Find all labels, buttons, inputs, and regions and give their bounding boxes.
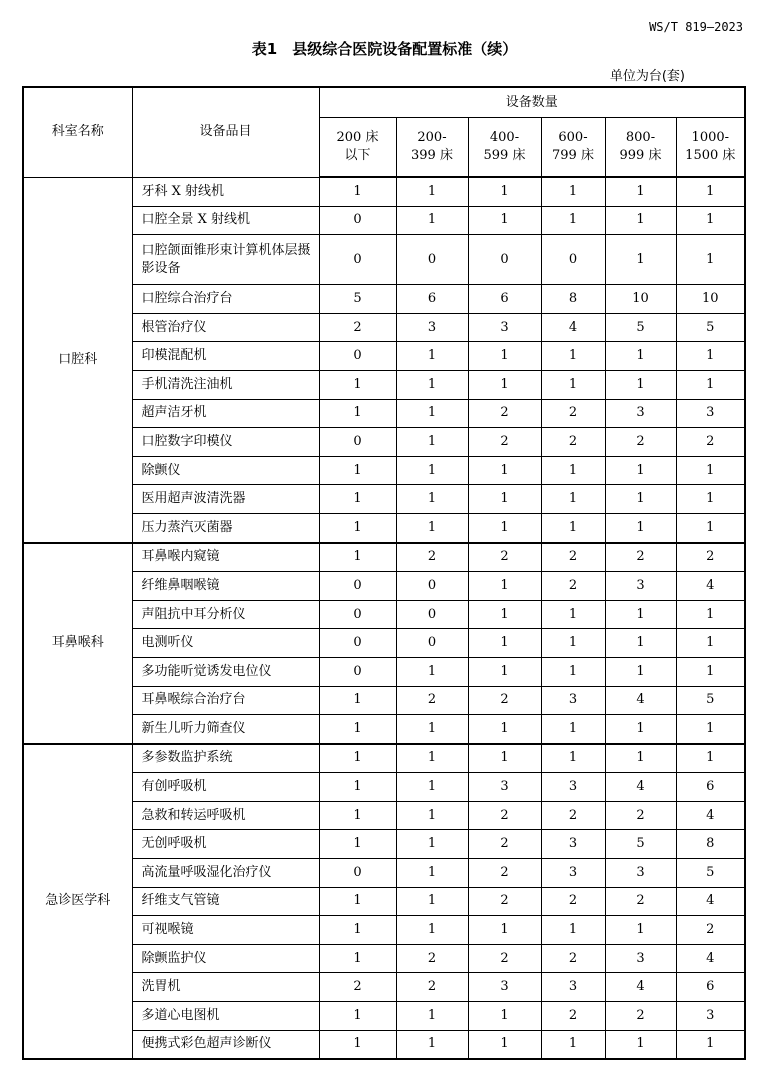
quantity-cell: 1 bbox=[468, 600, 541, 629]
quantity-cell: 0 bbox=[319, 600, 396, 629]
quantity-cell: 1 bbox=[541, 600, 605, 629]
equipment-item: 压力蒸汽灭菌器 bbox=[132, 513, 319, 542]
equipment-item: 印模混配机 bbox=[132, 342, 319, 371]
table-row bbox=[23, 206, 745, 235]
table-title: 表1 县级综合医院设备配置标准（续） bbox=[251, 40, 518, 58]
quantity-cell: 1 bbox=[319, 1030, 396, 1059]
table-row bbox=[23, 944, 745, 973]
quantity-cell: 10 bbox=[605, 285, 676, 314]
quantity-cell: 1 bbox=[468, 1002, 541, 1031]
quantity-cell: 1 bbox=[319, 830, 396, 859]
equipment-item: 电测听仪 bbox=[132, 629, 319, 658]
quantity-cell: 3 bbox=[541, 686, 605, 715]
quantity-cell: 1 bbox=[396, 887, 468, 916]
quantity-cell: 0 bbox=[541, 235, 605, 285]
quantity-cell: 1 bbox=[605, 370, 676, 399]
equipment-item: 多参数监护系统 bbox=[132, 744, 319, 773]
quantity-cell: 1 bbox=[605, 629, 676, 658]
quantity-cell: 3 bbox=[541, 859, 605, 888]
quantity-cell: 0 bbox=[319, 572, 396, 601]
quantity-cell: 2 bbox=[319, 313, 396, 342]
quantity-cell: 2 bbox=[468, 428, 541, 457]
dept-group bbox=[23, 744, 745, 1060]
table-row bbox=[23, 686, 745, 715]
equipment-item: 超声洁牙机 bbox=[132, 399, 319, 428]
table-row bbox=[23, 572, 745, 601]
quantity-cell: 1 bbox=[319, 399, 396, 428]
table-row bbox=[23, 456, 745, 485]
quantity-cell: 1 bbox=[468, 177, 541, 206]
equipment-item: 纤维鼻咽喉镜 bbox=[132, 572, 319, 601]
quantity-cell: 1 bbox=[605, 513, 676, 542]
table-row bbox=[23, 916, 745, 945]
table-row bbox=[23, 859, 745, 888]
quantity-cell: 2 bbox=[468, 686, 541, 715]
quantity-cell: 2 bbox=[541, 543, 605, 572]
quantity-cell: 2 bbox=[468, 801, 541, 830]
quantity-cell: 2 bbox=[468, 859, 541, 888]
quantity-cell: 2 bbox=[468, 887, 541, 916]
quantity-cell: 1 bbox=[676, 513, 745, 542]
quantity-cell: 0 bbox=[319, 206, 396, 235]
quantity-cell: 5 bbox=[676, 313, 745, 342]
equipment-item: 急救和转运呼吸机 bbox=[132, 801, 319, 830]
quantity-cell: 4 bbox=[605, 773, 676, 802]
quantity-cell: 1 bbox=[319, 456, 396, 485]
quantity-cell: 2 bbox=[468, 830, 541, 859]
quantity-cell: 1 bbox=[319, 801, 396, 830]
quantity-cell: 3 bbox=[676, 1002, 745, 1031]
table-row bbox=[23, 1002, 745, 1031]
equipment-item: 洗胃机 bbox=[132, 973, 319, 1002]
quantity-cell: 3 bbox=[605, 572, 676, 601]
bed-header: 1000- 1500 床 bbox=[676, 118, 745, 178]
quantity-cell: 1 bbox=[468, 1030, 541, 1059]
quantity-cell: 1 bbox=[468, 744, 541, 773]
quantity-cell: 1 bbox=[605, 715, 676, 744]
quantity-cell: 2 bbox=[676, 428, 745, 457]
quantity-cell: 2 bbox=[541, 572, 605, 601]
quantity-cell: 1 bbox=[676, 600, 745, 629]
equipment-item: 根管治疗仪 bbox=[132, 313, 319, 342]
table-row bbox=[23, 773, 745, 802]
quantity-cell: 3 bbox=[605, 399, 676, 428]
quantity-cell: 1 bbox=[319, 686, 396, 715]
quantity-cell: 1 bbox=[319, 485, 396, 514]
quantity-cell: 1 bbox=[676, 629, 745, 658]
quantity-cell: 1 bbox=[541, 715, 605, 744]
quantity-cell: 4 bbox=[676, 572, 745, 601]
quantity-cell: 1 bbox=[541, 370, 605, 399]
quantity-cell: 2 bbox=[468, 543, 541, 572]
table-row bbox=[23, 543, 745, 572]
dept-group bbox=[23, 177, 745, 543]
quantity-cell: 2 bbox=[676, 543, 745, 572]
equipment-item: 多功能听觉诱发电位仪 bbox=[132, 657, 319, 686]
table-row bbox=[23, 973, 745, 1002]
quantity-cell: 1 bbox=[605, 342, 676, 371]
quantity-cell: 1 bbox=[319, 887, 396, 916]
quantity-cell: 1 bbox=[541, 513, 605, 542]
table-row bbox=[23, 1030, 745, 1059]
quantity-cell: 1 bbox=[541, 1030, 605, 1059]
equipment-item: 耳鼻喉综合治疗台 bbox=[132, 686, 319, 715]
quantity-cell: 2 bbox=[541, 428, 605, 457]
equipment-item: 便携式彩色超声诊断仪 bbox=[132, 1030, 319, 1059]
quantity-cell: 8 bbox=[676, 830, 745, 859]
quantity-cell: 1 bbox=[541, 744, 605, 773]
quantity-cell: 1 bbox=[605, 600, 676, 629]
quantity-cell: 1 bbox=[319, 370, 396, 399]
quantity-cell: 0 bbox=[319, 428, 396, 457]
quantity-cell: 1 bbox=[319, 715, 396, 744]
table-row bbox=[23, 513, 745, 542]
quantity-cell: 2 bbox=[605, 801, 676, 830]
quantity-cell: 1 bbox=[468, 370, 541, 399]
quantity-cell: 5 bbox=[605, 313, 676, 342]
quantity-cell: 6 bbox=[396, 285, 468, 314]
equipment-item: 多道心电图机 bbox=[132, 1002, 319, 1031]
bed-header: 600- 799 床 bbox=[541, 118, 605, 178]
dept-name: 口腔科 bbox=[23, 177, 132, 543]
quantity-cell: 2 bbox=[605, 1002, 676, 1031]
quantity-cell: 1 bbox=[605, 744, 676, 773]
table-row bbox=[23, 342, 745, 371]
quantity-cell: 2 bbox=[396, 973, 468, 1002]
equipment-item: 口腔综合治疗台 bbox=[132, 285, 319, 314]
quantity-cell: 1 bbox=[541, 485, 605, 514]
dept-name: 耳鼻喉科 bbox=[23, 543, 132, 744]
quantity-cell: 1 bbox=[396, 485, 468, 514]
quantity-cell: 4 bbox=[676, 887, 745, 916]
quantity-cell: 1 bbox=[319, 916, 396, 945]
quantity-cell: 0 bbox=[319, 235, 396, 285]
quantity-cell: 1 bbox=[605, 916, 676, 945]
quantity-cell: 3 bbox=[468, 313, 541, 342]
quantity-cell: 8 bbox=[541, 285, 605, 314]
quantity-cell: 2 bbox=[396, 944, 468, 973]
quantity-cell: 1 bbox=[605, 1030, 676, 1059]
quantity-cell: 5 bbox=[676, 686, 745, 715]
equipment-item: 高流量呼吸湿化治疗仪 bbox=[132, 859, 319, 888]
quantity-cell: 1 bbox=[396, 342, 468, 371]
quantity-cell: 2 bbox=[605, 887, 676, 916]
quantity-cell: 1 bbox=[468, 485, 541, 514]
quantity-cell: 3 bbox=[541, 973, 605, 1002]
table-row bbox=[23, 801, 745, 830]
quantity-cell: 2 bbox=[541, 399, 605, 428]
quantity-cell: 1 bbox=[605, 177, 676, 206]
item-header: 设备品目 bbox=[132, 87, 319, 177]
bed-header: 200 床 以下 bbox=[319, 118, 396, 178]
quantity-cell: 1 bbox=[319, 1002, 396, 1031]
equipment-item: 可视喉镜 bbox=[132, 916, 319, 945]
quantity-header: 设备数量 bbox=[319, 87, 745, 118]
table-row bbox=[23, 629, 745, 658]
quantity-cell: 1 bbox=[319, 513, 396, 542]
quantity-cell: 1 bbox=[396, 715, 468, 744]
equipment-item: 口腔颌面锥形束计算机体层摄影设备 bbox=[132, 235, 319, 285]
table-row bbox=[23, 370, 745, 399]
equipment-item: 声阻抗中耳分析仪 bbox=[132, 600, 319, 629]
equipment-item: 牙科 X 射线机 bbox=[132, 177, 319, 206]
quantity-cell: 2 bbox=[676, 916, 745, 945]
quantity-cell: 4 bbox=[605, 973, 676, 1002]
quantity-cell: 0 bbox=[319, 657, 396, 686]
quantity-cell: 3 bbox=[676, 399, 745, 428]
quantity-cell: 1 bbox=[468, 342, 541, 371]
quantity-cell: 1 bbox=[676, 456, 745, 485]
dept-name: 急诊医学科 bbox=[23, 744, 132, 1060]
table-row bbox=[23, 313, 745, 342]
quantity-cell: 1 bbox=[541, 177, 605, 206]
equipment-item: 除颤监护仪 bbox=[132, 944, 319, 973]
quantity-cell: 1 bbox=[396, 859, 468, 888]
quantity-cell: 1 bbox=[541, 342, 605, 371]
quantity-cell: 1 bbox=[396, 744, 468, 773]
quantity-cell: 1 bbox=[468, 572, 541, 601]
table-row bbox=[23, 235, 745, 285]
quantity-cell: 1 bbox=[676, 1030, 745, 1059]
table-row bbox=[23, 830, 745, 859]
quantity-cell: 1 bbox=[676, 657, 745, 686]
quantity-cell: 1 bbox=[605, 657, 676, 686]
table-row bbox=[23, 428, 745, 457]
quantity-cell: 4 bbox=[676, 801, 745, 830]
quantity-cell: 1 bbox=[396, 1030, 468, 1059]
quantity-cell: 1 bbox=[605, 235, 676, 285]
quantity-cell: 2 bbox=[396, 543, 468, 572]
quantity-cell: 3 bbox=[541, 773, 605, 802]
quantity-cell: 1 bbox=[396, 657, 468, 686]
equipment-item: 有创呼吸机 bbox=[132, 773, 319, 802]
quantity-cell: 5 bbox=[319, 285, 396, 314]
quantity-cell: 1 bbox=[676, 370, 745, 399]
quantity-cell: 1 bbox=[319, 944, 396, 973]
quantity-cell: 1 bbox=[676, 715, 745, 744]
quantity-cell: 2 bbox=[605, 428, 676, 457]
bed-header: 400- 599 床 bbox=[468, 118, 541, 178]
quantity-cell: 1 bbox=[468, 456, 541, 485]
quantity-cell: 5 bbox=[605, 830, 676, 859]
quantity-cell: 1 bbox=[541, 916, 605, 945]
equipment-item: 无创呼吸机 bbox=[132, 830, 319, 859]
quantity-cell: 5 bbox=[676, 859, 745, 888]
quantity-cell: 6 bbox=[676, 773, 745, 802]
quantity-cell: 2 bbox=[468, 944, 541, 973]
quantity-cell: 1 bbox=[541, 206, 605, 235]
quantity-cell: 1 bbox=[676, 177, 745, 206]
equipment-item: 手机清洗注油机 bbox=[132, 370, 319, 399]
quantity-cell: 1 bbox=[396, 206, 468, 235]
table-row bbox=[23, 715, 745, 744]
quantity-cell: 1 bbox=[468, 657, 541, 686]
equipment-table bbox=[22, 86, 746, 1060]
quantity-cell: 1 bbox=[396, 513, 468, 542]
quantity-cell: 0 bbox=[319, 629, 396, 658]
quantity-cell: 2 bbox=[468, 399, 541, 428]
equipment-item: 医用超声波清洗器 bbox=[132, 485, 319, 514]
quantity-cell: 1 bbox=[605, 206, 676, 235]
quantity-cell: 1 bbox=[605, 485, 676, 514]
quantity-cell: 1 bbox=[676, 744, 745, 773]
quantity-cell: 1 bbox=[396, 399, 468, 428]
quantity-cell: 1 bbox=[468, 513, 541, 542]
quantity-cell: 1 bbox=[676, 206, 745, 235]
quantity-cell: 1 bbox=[396, 456, 468, 485]
equipment-item: 新生儿听力筛查仪 bbox=[132, 715, 319, 744]
quantity-cell: 1 bbox=[396, 830, 468, 859]
quantity-cell: 1 bbox=[396, 370, 468, 399]
quantity-cell: 1 bbox=[319, 744, 396, 773]
equipment-item: 口腔全景 X 射线机 bbox=[132, 206, 319, 235]
quantity-cell: 2 bbox=[605, 543, 676, 572]
table-row bbox=[23, 887, 745, 916]
quantity-cell: 0 bbox=[319, 342, 396, 371]
quantity-cell: 2 bbox=[541, 801, 605, 830]
bed-header: 200- 399 床 bbox=[396, 118, 468, 178]
quantity-cell: 1 bbox=[541, 456, 605, 485]
quantity-cell: 1 bbox=[396, 773, 468, 802]
standard-code: WS/T 819—2023 bbox=[649, 20, 743, 34]
quantity-cell: 2 bbox=[541, 1002, 605, 1031]
quantity-cell: 0 bbox=[468, 235, 541, 285]
quantity-cell: 3 bbox=[468, 773, 541, 802]
quantity-cell: 1 bbox=[541, 629, 605, 658]
quantity-cell: 1 bbox=[676, 485, 745, 514]
quantity-cell: 2 bbox=[541, 944, 605, 973]
quantity-cell: 1 bbox=[468, 206, 541, 235]
quantity-cell: 3 bbox=[396, 313, 468, 342]
quantity-cell: 6 bbox=[676, 973, 745, 1002]
quantity-cell: 1 bbox=[676, 235, 745, 285]
table-row bbox=[23, 285, 745, 314]
dept-header: 科室名称 bbox=[23, 87, 132, 177]
quantity-cell: 1 bbox=[319, 773, 396, 802]
quantity-cell: 1 bbox=[468, 629, 541, 658]
quantity-cell: 1 bbox=[468, 916, 541, 945]
table-row bbox=[23, 485, 745, 514]
quantity-cell: 0 bbox=[396, 235, 468, 285]
quantity-cell: 3 bbox=[541, 830, 605, 859]
quantity-cell: 2 bbox=[541, 887, 605, 916]
quantity-cell: 1 bbox=[541, 657, 605, 686]
quantity-cell: 1 bbox=[396, 1002, 468, 1031]
equipment-item: 纤维支气管镜 bbox=[132, 887, 319, 916]
quantity-cell: 3 bbox=[605, 859, 676, 888]
unit-note: 单位为台(套) bbox=[609, 69, 685, 84]
quantity-cell: 1 bbox=[468, 715, 541, 744]
quantity-cell: 0 bbox=[319, 859, 396, 888]
quantity-cell: 3 bbox=[605, 944, 676, 973]
quantity-cell: 2 bbox=[396, 686, 468, 715]
quantity-cell: 0 bbox=[396, 629, 468, 658]
quantity-cell: 1 bbox=[319, 177, 396, 206]
table-row bbox=[23, 657, 745, 686]
quantity-cell: 4 bbox=[541, 313, 605, 342]
equipment-item: 口腔数字印模仪 bbox=[132, 428, 319, 457]
bed-header: 800- 999 床 bbox=[605, 118, 676, 178]
table-row bbox=[23, 600, 745, 629]
quantity-cell: 3 bbox=[468, 973, 541, 1002]
table-row bbox=[23, 177, 745, 206]
quantity-cell: 0 bbox=[396, 572, 468, 601]
quantity-cell: 1 bbox=[396, 428, 468, 457]
equipment-item: 耳鼻喉内窥镜 bbox=[132, 543, 319, 572]
quantity-cell: 10 bbox=[676, 285, 745, 314]
quantity-cell: 1 bbox=[396, 801, 468, 830]
table-row bbox=[23, 399, 745, 428]
quantity-cell: 0 bbox=[396, 600, 468, 629]
equipment-item: 除颤仪 bbox=[132, 456, 319, 485]
dept-group bbox=[23, 543, 745, 744]
table-row bbox=[23, 744, 745, 773]
quantity-cell: 2 bbox=[319, 973, 396, 1002]
quantity-cell: 6 bbox=[468, 285, 541, 314]
quantity-cell: 1 bbox=[396, 177, 468, 206]
quantity-cell: 1 bbox=[676, 342, 745, 371]
quantity-cell: 1 bbox=[605, 456, 676, 485]
quantity-cell: 1 bbox=[396, 916, 468, 945]
quantity-cell: 4 bbox=[676, 944, 745, 973]
quantity-cell: 4 bbox=[605, 686, 676, 715]
quantity-cell: 1 bbox=[319, 543, 396, 572]
